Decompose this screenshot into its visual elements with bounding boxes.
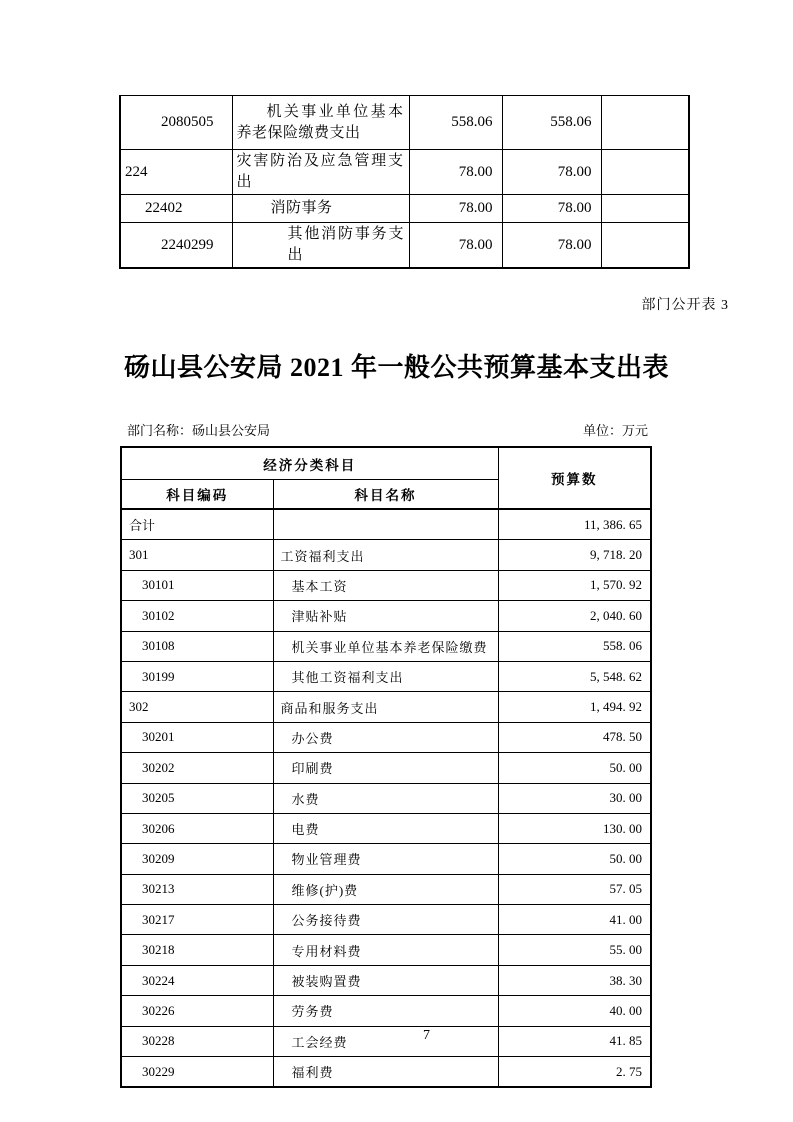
budget-table-row (121, 813, 651, 843)
subject-name: 津贴补贴 (273, 601, 498, 631)
subject-name: 消防事务 (232, 195, 409, 223)
subject-code: 2080505 (120, 96, 232, 150)
empty-amount (601, 96, 689, 150)
subject-name: 其他消防事务支出 (232, 223, 409, 269)
table-meta (127, 420, 648, 439)
header-row-group (121, 447, 651, 480)
subject-code: 2240299 (120, 223, 232, 269)
top-table-row (120, 96, 689, 150)
empty-amount (601, 150, 689, 195)
page-number: 7 (423, 1028, 430, 1043)
budget-amount-2: 558.06 (502, 96, 601, 150)
subject-name: 印刷费 (273, 753, 498, 783)
budget-table-row (121, 1057, 651, 1088)
budget-table-row (121, 783, 651, 813)
budget-amount: 50. 00 (498, 844, 651, 874)
subject-name: 专用材料费 (273, 935, 498, 965)
budget-table-row (121, 692, 651, 722)
subject-code: 合计 (121, 509, 273, 540)
main-table-body (121, 509, 651, 1087)
budget-amount: 130. 00 (498, 813, 651, 843)
budget-amount: 11, 386. 65 (498, 509, 651, 540)
budget-amount: 78.00 (409, 150, 502, 195)
budget-amount: 41. 00 (498, 905, 651, 935)
budget-amount-2: 78.00 (502, 195, 601, 223)
subject-name: 机关事业单位基本养老保险缴费 (273, 631, 498, 661)
subject-code: 301 (121, 540, 273, 570)
header-economic-category: 经济分类科目 (121, 447, 498, 480)
budget-amount: 55. 00 (498, 935, 651, 965)
budget-amount: 2. 75 (498, 1057, 651, 1088)
budget-amount: 57. 05 (498, 874, 651, 904)
subject-name: 灾害防治及应急管理支出 (232, 150, 409, 195)
subject-code: 30218 (121, 935, 273, 965)
previous-table-continued (119, 95, 690, 269)
basic-expenditure-budget-table (120, 446, 652, 1088)
budget-table-row (121, 601, 651, 631)
subject-name: 被装购置费 (273, 965, 498, 995)
budget-table-row (121, 935, 651, 965)
subject-code: 224 (120, 150, 232, 195)
subject-name: 公务接待费 (273, 905, 498, 935)
subject-code: 302 (121, 692, 273, 722)
subject-code: 30205 (121, 783, 273, 813)
subject-name: 维修(护)费 (273, 874, 498, 904)
subject-name: 水费 (273, 783, 498, 813)
budget-amount: 2, 040. 60 (498, 601, 651, 631)
subject-code: 30226 (121, 996, 273, 1026)
subject-code: 30199 (121, 661, 273, 691)
budget-amount: 5, 548. 62 (498, 661, 651, 691)
unit-label: 单位：万元 (582, 423, 648, 438)
table-note: 部门公开表 3 (641, 298, 729, 313)
budget-amount: 558.06 (409, 96, 502, 150)
budget-amount: 1, 494. 92 (498, 692, 651, 722)
subject-code: 30202 (121, 753, 273, 783)
budget-amount: 478. 50 (498, 722, 651, 752)
budget-table-row (121, 753, 651, 783)
budget-amount: 38. 30 (498, 965, 651, 995)
subject-code: 30101 (121, 570, 273, 600)
budget-amount: 78.00 (409, 195, 502, 223)
subject-name: 基本工资 (273, 570, 498, 600)
subject-code: 30102 (121, 601, 273, 631)
budget-amount: 30. 00 (498, 783, 651, 813)
header-budget: 预算数 (498, 447, 651, 509)
budget-table-row (121, 905, 651, 935)
subject-name: 商品和服务支出 (273, 692, 498, 722)
budget-amount: 41. 85 (498, 1026, 651, 1056)
page-title: 砀山县公安局 2021 年一般公共预算基本支出表 (123, 353, 669, 382)
budget-amount: 50. 00 (498, 753, 651, 783)
subject-code: 30206 (121, 813, 273, 843)
subject-name: 机关事业单位基本养老保险缴费支出 (232, 96, 409, 150)
budget-table-row (121, 540, 651, 570)
department-name-label: 部门名称：砀山县公安局 (127, 423, 271, 438)
top-table-row (120, 150, 689, 195)
header-subject-name: 科目名称 (273, 480, 498, 510)
subject-code: 30201 (121, 722, 273, 752)
top-table-row (120, 195, 689, 223)
budget-amount: 558. 06 (498, 631, 651, 661)
subject-name: 其他工资福利支出 (273, 661, 498, 691)
budget-amount-2: 78.00 (502, 150, 601, 195)
header-subject-code: 科目编码 (121, 480, 273, 510)
budget-table-row (121, 965, 651, 995)
subject-code: 30209 (121, 844, 273, 874)
budget-table-row (121, 844, 651, 874)
subject-name: 工会经费 (273, 1026, 498, 1056)
subject-name: 工资福利支出 (273, 540, 498, 570)
subject-name: 电费 (273, 813, 498, 843)
subject-name: 物业管理费 (273, 844, 498, 874)
budget-table-row (121, 631, 651, 661)
budget-amount: 40. 00 (498, 996, 651, 1026)
budget-table-row (121, 570, 651, 600)
subject-code: 22402 (120, 195, 232, 223)
subject-code: 30108 (121, 631, 273, 661)
budget-amount: 1, 570. 92 (498, 570, 651, 600)
subject-code: 30224 (121, 965, 273, 995)
subject-code: 30213 (121, 874, 273, 904)
subject-code: 30229 (121, 1057, 273, 1088)
budget-amount-2: 78.00 (502, 223, 601, 269)
budget-table-row (121, 996, 651, 1026)
budget-amount: 9, 718. 20 (498, 540, 651, 570)
subject-code: 30228 (121, 1026, 273, 1056)
subject-name (273, 509, 498, 540)
empty-amount (601, 195, 689, 223)
budget-amount: 78.00 (409, 223, 502, 269)
top-table-row (120, 223, 689, 269)
subject-name: 福利费 (273, 1057, 498, 1088)
budget-table-row (121, 509, 651, 540)
budget-table-row (121, 661, 651, 691)
subject-name: 办公费 (273, 722, 498, 752)
empty-amount (601, 223, 689, 269)
subject-name: 劳务费 (273, 996, 498, 1026)
top-table-body (120, 96, 689, 269)
subject-code: 30217 (121, 905, 273, 935)
budget-table-row (121, 874, 651, 904)
budget-table-row (121, 722, 651, 752)
